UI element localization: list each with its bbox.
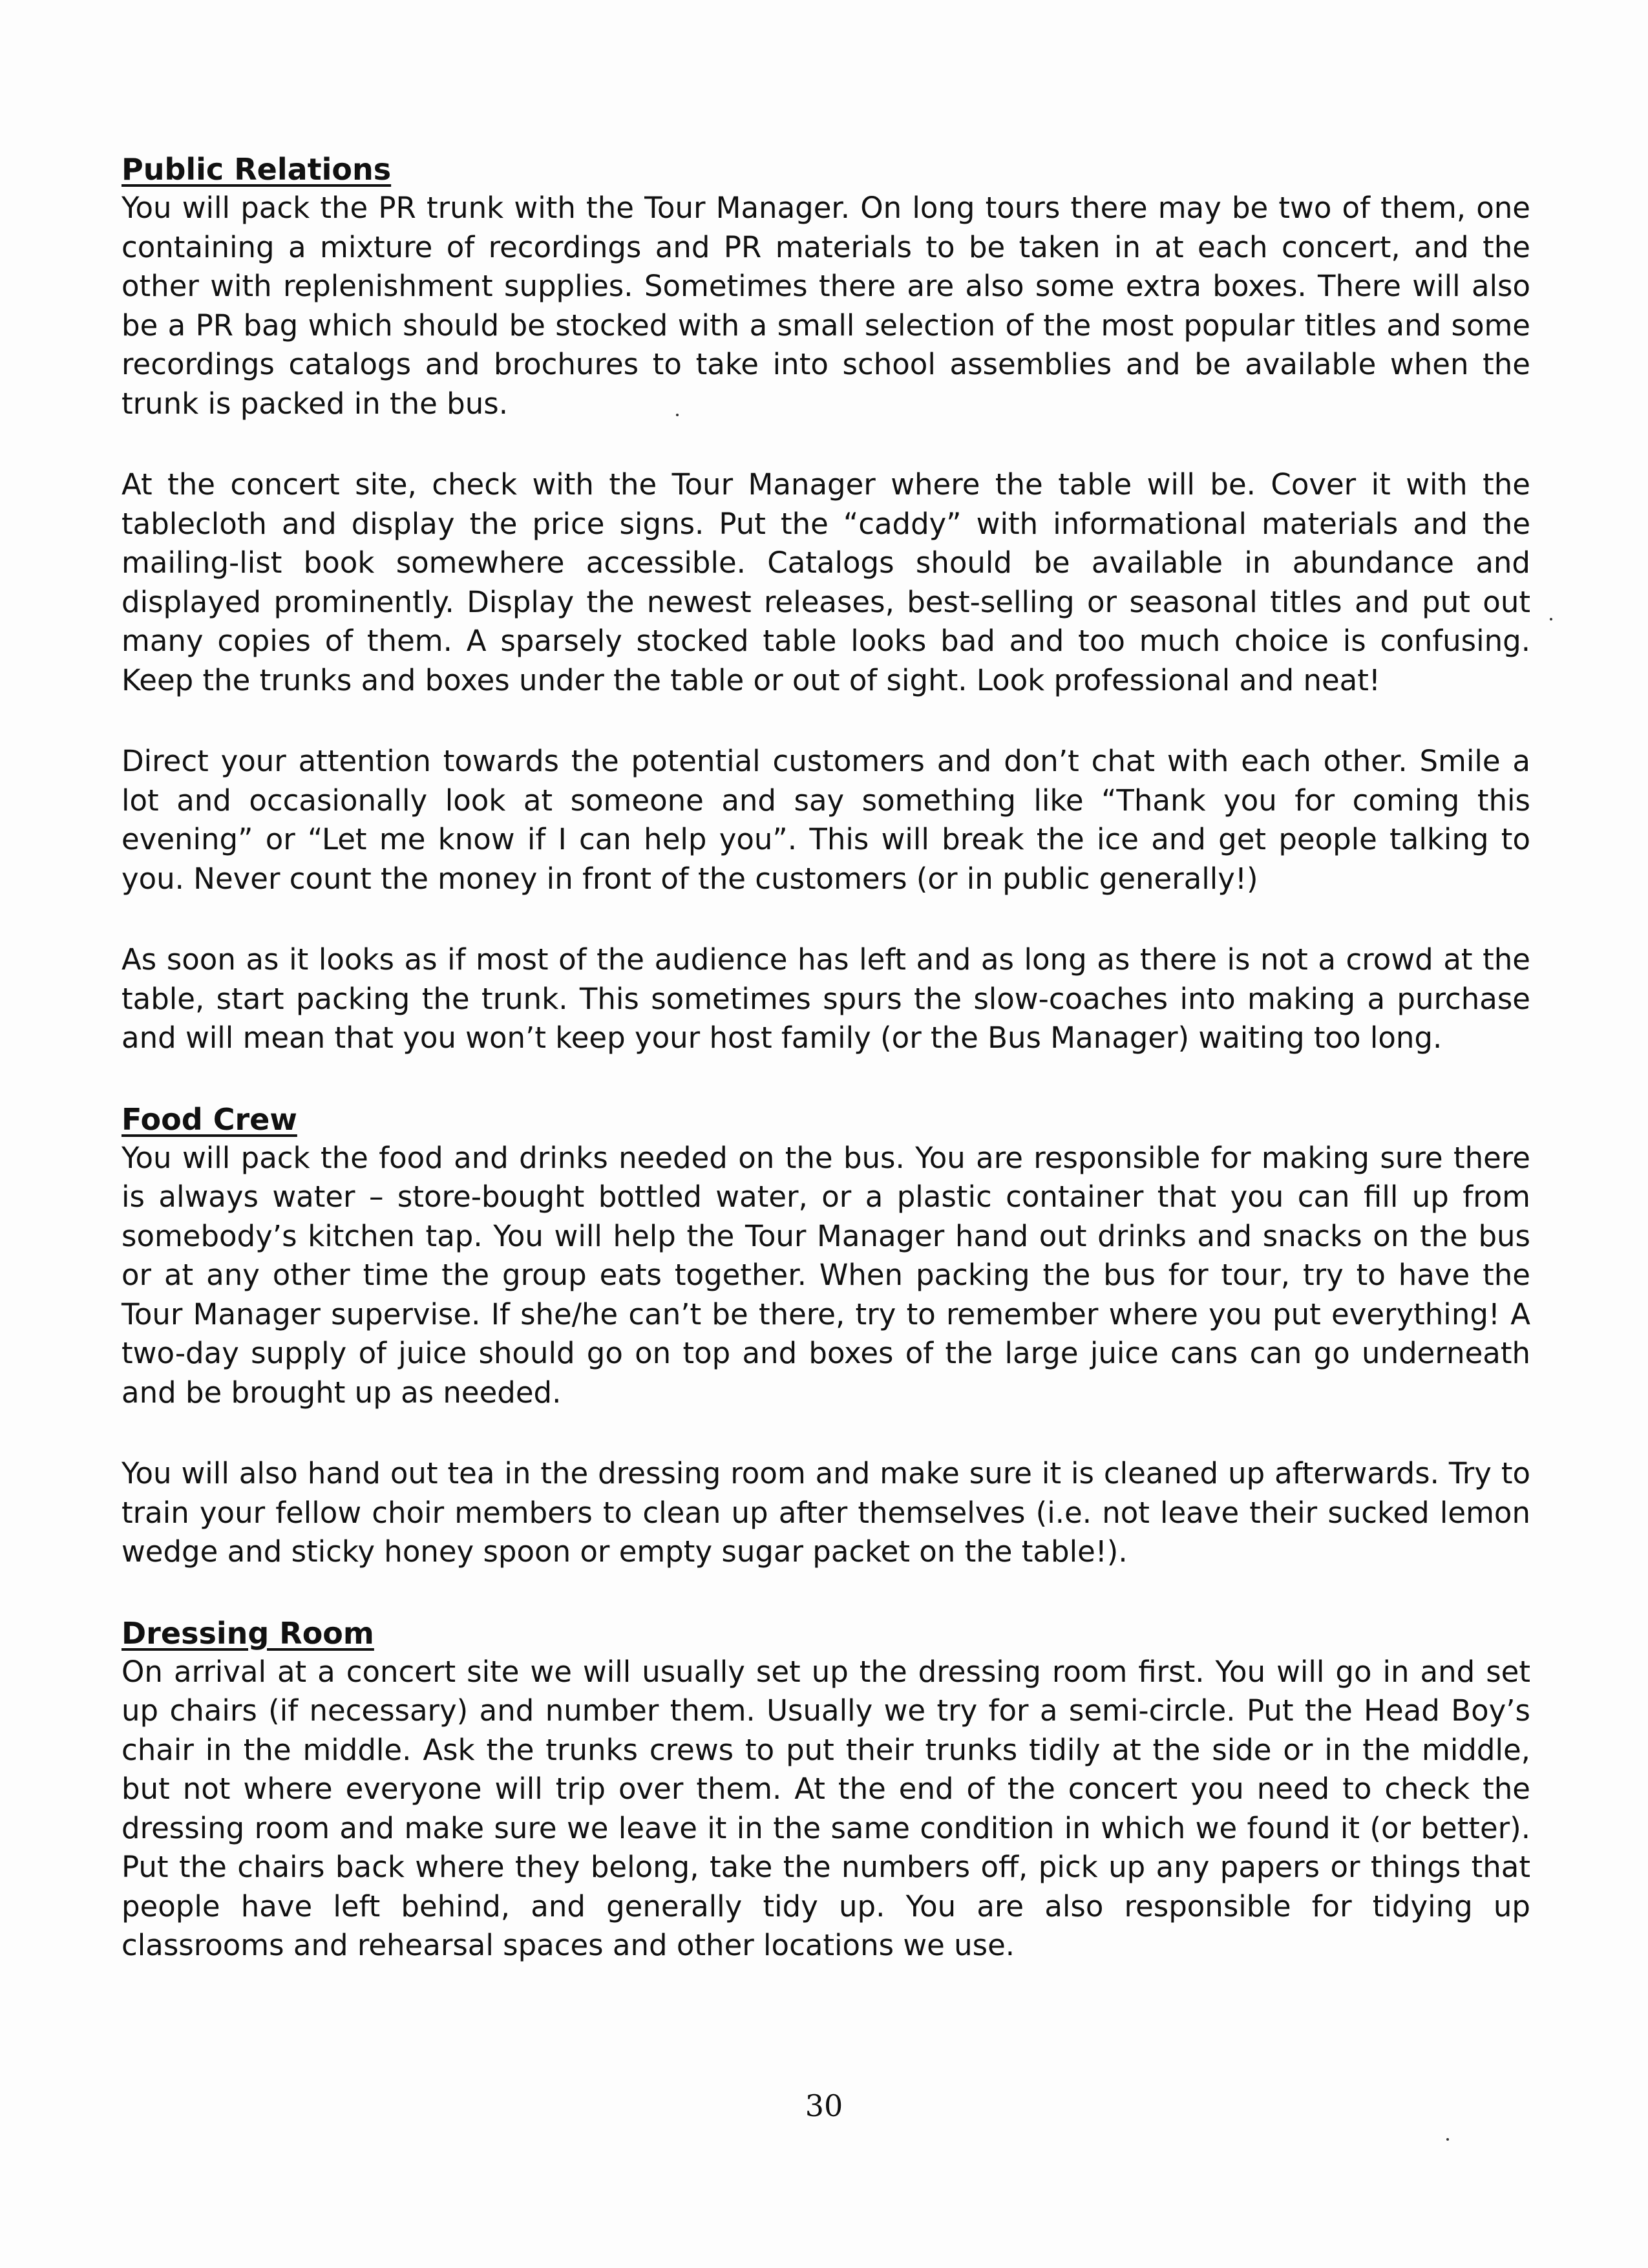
scan-speck (1446, 2138, 1449, 2141)
scan-speck (676, 414, 679, 416)
paragraph-gap (121, 1412, 1530, 1454)
section-heading: Public Relations (121, 152, 392, 187)
paragraph-gap (121, 423, 1530, 465)
page-body (121, 150, 1530, 1966)
paragraph-gap (121, 700, 1530, 742)
section-food-crew (121, 1100, 1530, 1572)
section-heading: Dressing Room (121, 1615, 374, 1651)
page-number: 30 (805, 2088, 843, 2123)
paragraph: You will pack the food and drinks needed on the bus. You are responsible for making sure there is always water – store-bought bottled water, or a plastic container that you can fill up from somebody’s kitchen tap. You will help the Tour Manager hand out drinks and snacks on the bus or at any other time the group eats together. When packing the bus for tour, try to have the Tour Manager supervise. If she/he can’t be there, try to remember where you put everything! A two-day supply of juice should go on top and boxes of the large juice cans can go underneath and be brought up as needed. (121, 1140, 1530, 1410)
section-public-relations (121, 150, 1530, 1058)
paragraph-gap (121, 898, 1530, 940)
paragraph: Direct your attention towards the potential customers and don’t chat with each other. Smile a lot and occasionally look at someone and say something like “Thank you for coming this evening” or “Let me know if I can help you”. This will break the ice and get people talking to you. Never count the money in front of the customers (or in public generally!) (121, 744, 1530, 896)
section-gap (121, 1572, 1530, 1614)
section-heading: Food Crew (121, 1101, 297, 1137)
section-dressing-room (121, 1614, 1530, 1966)
section-gap (121, 1058, 1530, 1100)
paragraph: At the concert site, check with the Tour Manager where the table will be. Cover it with the tablecloth and display the price signs. Put the “caddy” with informational materials and the mailing-list book somewhere accessible. Catalogs should be available in abundance and displayed prominently. Display the newest releases, best-selling or seasonal titles and put out many copies of them. A sparsely stocked table looks bad and too much choice is confusing. Keep the trunks and boxes under the table or out of sight. Look professional and neat! (121, 467, 1530, 697)
paragraph: You will pack the PR trunk with the Tour Manager. On long tours there may be two of them, one containing a mixture of recordings and PR materials to be taken in at each concert, and the other with replenishment supplies. Sometimes there are also some extra boxes. There will also be a PR bag which should be stocked with a small selection of the most popular titles and some recordings catalogs and brochures to take into school assemblies and be available when the trunk is packed in the bus. (121, 191, 1530, 421)
paragraph: On arrival at a concert site we will usually set up the dressing room first. You will go in and set up chairs (if necessary) and number them. Usually we try for a semi-circle. Put the Head Boy’s chair in the middle. Ask the trunks crews to put their trunks tidily at the side or in the middle, but not where everyone will trip over them. At the end of the concert you need to check the dressing room and make sure we leave it in the same condition in which we found it (or better). Put the chairs back where they belong, take the numbers off, pick up any papers or things that people have left behind, and generally tidy up. You are also responsible for tidying up classrooms and rehearsal spaces and other locations we use. (121, 1654, 1530, 1962)
paragraph: As soon as it looks as if most of the audience has left and as long as there is not a crowd at the table, start packing the trunk. This sometimes spurs the slow-coaches into making a purchase and will mean that you won’t keep your host family (or the Bus Manager) waiting too long. (121, 942, 1530, 1055)
paragraph: You will also hand out tea in the dressing room and make sure it is cleaned up afterwards. Try to train your fellow choir members to clean up after themselves (i.e. not leave their sucked lemon wedge and sticky honey spoon or empty sugar packet on the table!). (121, 1456, 1530, 1569)
scan-speck (1550, 618, 1552, 620)
